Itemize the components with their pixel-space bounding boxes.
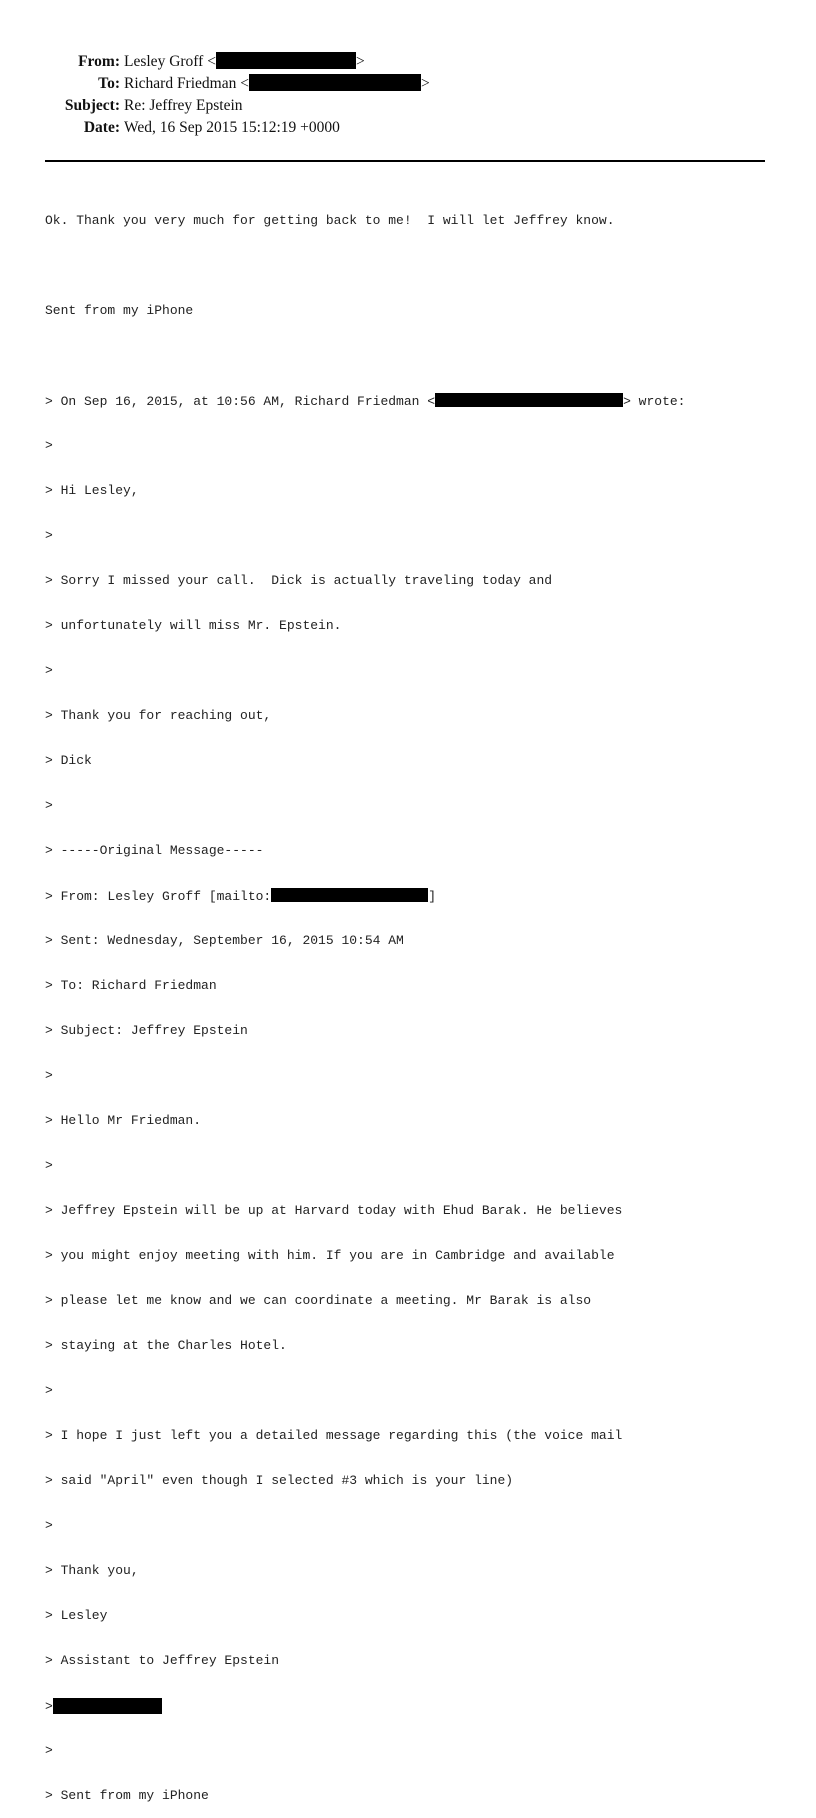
from-label: From:: [78, 53, 120, 70]
quote-line: >: [45, 438, 53, 453]
quote-line: > Sorry I missed your call. Dick is actually traveling today and: [45, 573, 553, 588]
redaction-box: [271, 888, 428, 902]
quote-line: > you might enjoy meeting with him. If you are in Cambridge and available: [45, 1248, 615, 1263]
to-name: Richard Friedman <: [124, 75, 249, 92]
quote-line: >: [45, 1743, 53, 1758]
date-value: Wed, 16 Sep 2015 15:12:19 +0000: [124, 119, 340, 136]
subject-label: Subject:: [64, 97, 120, 114]
body-line: Ok. Thank you very much for getting back to me! I will let Jeffrey know.: [45, 213, 615, 228]
redaction-box: [216, 52, 356, 69]
quote-line: >: [45, 663, 53, 678]
quote-line: > Jeffrey Epstein will be up at Harvard today with Ehud Barak. He believes: [45, 1203, 623, 1218]
quote-line: > To: Richard Friedman: [45, 978, 217, 993]
date-label: Date:: [83, 119, 120, 136]
to-label: To:: [98, 75, 120, 92]
quote-line: > Thank you for reaching out,: [45, 708, 272, 723]
signature-line: Sent from my iPhone: [45, 303, 194, 318]
email-body: [45, 183, 765, 1818]
quote-line: >: [45, 798, 53, 813]
quote-line: [45, 1698, 765, 1713]
quote-text: > wrote:: [623, 394, 686, 409]
subject-value: Re: Jeffrey Epstein: [124, 97, 243, 114]
quote-line: > said "April" even though I selected #3 which is your line): [45, 1473, 514, 1488]
from-name: Lesley Groff <: [124, 53, 216, 70]
quote-line: >: [45, 1518, 53, 1533]
quote-line: >: [45, 528, 53, 543]
quote-line: > Hi Lesley,: [45, 483, 139, 498]
quote-line: > Assistant to Jeffrey Epstein: [45, 1653, 280, 1668]
to-value: [124, 73, 430, 95]
quote-line: > -----Original Message-----: [45, 843, 264, 858]
quote-line: > staying at the Charles Hotel.: [45, 1338, 287, 1353]
quote-text: ]: [428, 889, 437, 904]
quote-line: >: [45, 1158, 53, 1173]
quote-line: >: [45, 1068, 53, 1083]
header-divider: [45, 160, 765, 162]
from-value: [124, 51, 365, 73]
quote-line: > Subject: Jeffrey Epstein: [45, 1023, 248, 1038]
quote-text: > On Sep 16, 2015, at 10:56 AM, Richard Friedman <: [45, 394, 436, 409]
quote-line: > Sent from my iPhone: [45, 1788, 209, 1803]
quote-line: > Thank you,: [45, 1563, 139, 1578]
quote-line: > Dick: [45, 753, 92, 768]
quote-line: > please let me know and we can coordinate a meeting. Mr Barak is also: [45, 1293, 592, 1308]
quote-text: > From: Lesley Groff [mailto:: [45, 889, 272, 904]
quote-line: > I hope I just left you a detailed message regarding this (the voice mail: [45, 1428, 623, 1443]
quote-line: [45, 888, 765, 903]
quote-attribution: [45, 393, 765, 408]
from-close: >: [355, 53, 365, 70]
redaction-box: [53, 1698, 162, 1714]
quote-text: >: [45, 1699, 53, 1714]
quote-line: > Sent: Wednesday, September 16, 2015 10:54 AM: [45, 933, 404, 948]
quote-line: > unfortunately will miss Mr. Epstein.: [45, 618, 342, 633]
quote-line: > Lesley: [45, 1608, 108, 1623]
redaction-box: [435, 393, 623, 407]
quote-line: >: [45, 1383, 53, 1398]
redaction-box: [249, 74, 421, 91]
quote-line: > Hello Mr Friedman.: [45, 1113, 202, 1128]
to-close: >: [420, 75, 430, 92]
